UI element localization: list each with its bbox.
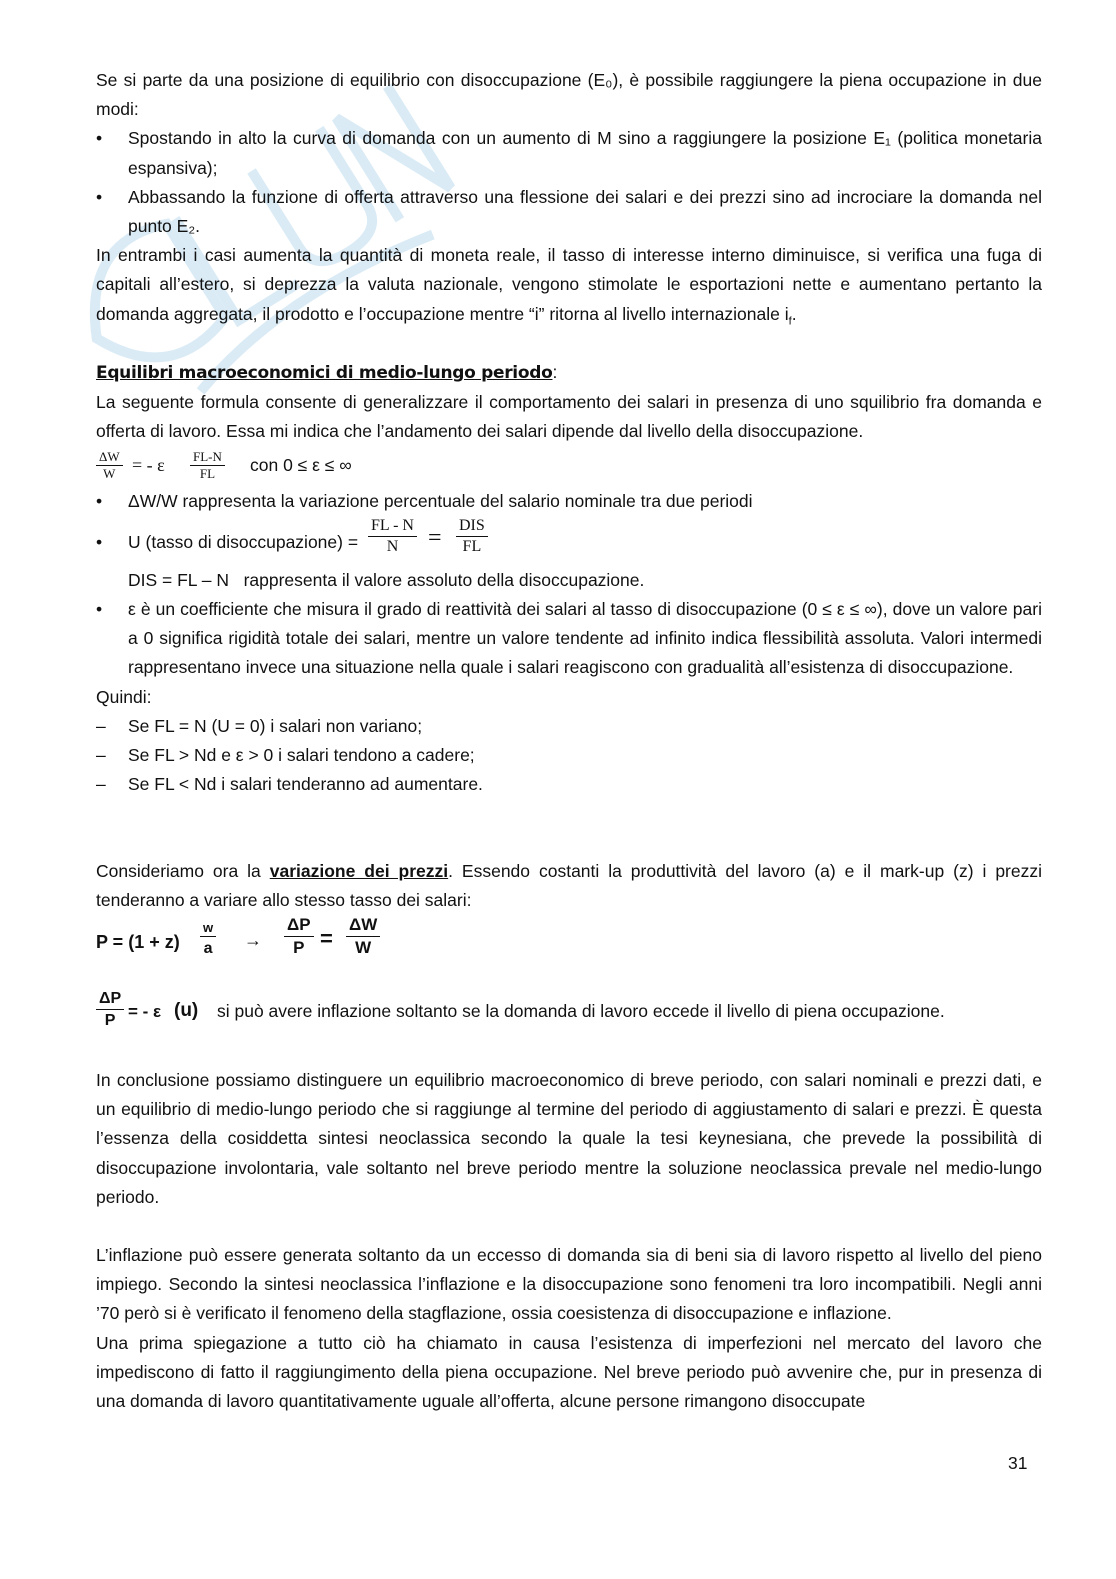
prices-intro: Consideriamo ora la variazione dei prezzi. Essendo costanti la produttività del lavoro (a) e il mark-up (z) i prezzi tenderanno a variare allo stesso tasso dei salari: bbox=[96, 861, 1043, 911]
section-intro: La seguente formula consente di generalizzare il comportamento dei salari in presenza di uno squilibrio fra domanda e offerta di lavoro. Essa mi indica che l’andamento dei salari dipende dal livello della disoccupazione. bbox=[96, 392, 1042, 442]
bullet-glyph: • bbox=[96, 186, 103, 207]
intro-text: Se si parte da una posizione di equilibrio con disoccupazione (E₀), è possibile raggiungere la piena occupazione in due modi: bbox=[96, 70, 1042, 120]
list-item: – Se FL > Nd e ε > 0 i salari tendono a cadere; bbox=[96, 745, 475, 766]
bullet-text: Abbassando la funzione di offerta attraverso una flessione dei salari e dei prezzi sino ad incrociare la domanda nel punto E₂. bbox=[128, 186, 1042, 237]
conclusion-paragraph: In conclusione possiamo distinguere un equilibrio macroeconomico di breve periodo, con salari nominali e prezzi dati, e un equilibrio di medio-lungo periodo che si raggiunge al termine del periodo di aggiustamento di salari e prezzi. È questa l’essenza della cosiddetta sintesi neoclassica secondo la quale la tesi keynesiana, che prevede la possibilità di disoccupazione involontaria, vale soltanto nel breve periodo mentre la soluzione neoclassica prevale nel medio-lungo periodo. bbox=[96, 1070, 1042, 1207]
section-heading: Equilibri macroeconomici di medio-lungo periodo: bbox=[96, 362, 558, 383]
conclusion-block bbox=[96, 1066, 1042, 1416]
list-item: – Se FL = N (U = 0) i salari non variano; bbox=[96, 715, 423, 736]
list-item: – Se FL < Nd i salari tenderanno ad aumentare. bbox=[96, 774, 483, 795]
list-item: • ΔW/W rappresenta la variazione percentuale del salario nominale tra due periodi bbox=[96, 490, 753, 511]
prices-block bbox=[96, 857, 1042, 915]
intro-conclusion: In entrambi i casi aumenta la quantità di moneta reale, il tasso di interesse interno diminuisce, si verifica una fuga di capitali all’estero, si deprezza la valuta nazionale, vengono stimolate le esportazioni nette e aumentano pertanto la domanda aggregata, il prodotto e l’occupazione mentre “i” ritorna al livello internazionale $i_f$. bbox=[96, 245, 1042, 328]
wage-formula: $\frac{\Delta W}{W}$ = - ε $\frac{FL-N}{FL}$ con 0 ≤ ε ≤ ∞ bbox=[96, 447, 1042, 487]
inflation-formula: $\frac{\Delta P}{P}$ = - ε (u) si può avere inflazione soltanto se la domanda di lavoro eccede il livello di piena occupazione. bbox=[96, 988, 1056, 1038]
list-item: • ε è un coefficiente che misura il grado di reattività dei salari al tasso di disoccupazione (0 ≤ ε ≤ ∞), dove un valore pari a 0 significa rigidità totale dei salari, mentre un valore tendente ad infinito indica flessibilità assoluta. Valori intermedi rappresentano invece una situazione nella quale i salari reagiscono con gradualità all’esistenza di disoccupazione. bbox=[96, 599, 1042, 678]
intro-block bbox=[96, 66, 1042, 329]
bullet-text: Spostando in alto la curva di domanda con un aumento di M sino a raggiungere la posizione E₁ (politica monetaria espansiva); bbox=[128, 128, 1042, 178]
prices-link: variazione dei prezzi bbox=[269, 861, 449, 881]
explanation-paragraph: Una prima spiegazione a tutto ciò ha chiamato in causa l’esistenza di imperfezioni nel mercato del lavoro che impediscono di fatto il raggiungimento della piena occupazione. Nel breve periodo può avvenire che, pur in presenza di una domanda di lavoro quantitativamente uguale all’offerta, alcune persone rimangono disoccupate bbox=[96, 1332, 1042, 1412]
bullet-glyph: • bbox=[96, 128, 103, 149]
price-formula: P = (1 + z) w a → $\frac{\Delta P}{P}$ = $\frac{\Delta W}{W}$ bbox=[96, 914, 496, 974]
inflation-paragraph: L’inflazione può essere generata soltanto da un eccesso di domanda sia di beni sia di lavoro rispetto al livello del pieno impiego. Secondo la sintesi neoclassica l’inflazione e la disoccupazione sono fenomeni tra loro incompatibili. Negli anni ’70 però si è verificato il fenomeno della stagflazione, ossia coesistenza di disoccupazione e inflazione. bbox=[96, 1245, 1042, 1324]
list-item bbox=[96, 124, 1042, 182]
list-item bbox=[96, 183, 1042, 241]
section-title: Equilibri macroeconomici di medio-lungo periodo bbox=[96, 363, 553, 383]
section-block bbox=[96, 358, 1042, 799]
list-item: • U (tasso di disoccupazione) = $\frac{FL - N}{N}$ = DIS FL bbox=[96, 516, 1042, 566]
page-number: 31 bbox=[1008, 1453, 1028, 1473]
quindi-label: Quindi: bbox=[96, 686, 152, 707]
dis-line: DIS = FL – N rappresenta il valore assoluto della disoccupazione. bbox=[128, 569, 645, 590]
